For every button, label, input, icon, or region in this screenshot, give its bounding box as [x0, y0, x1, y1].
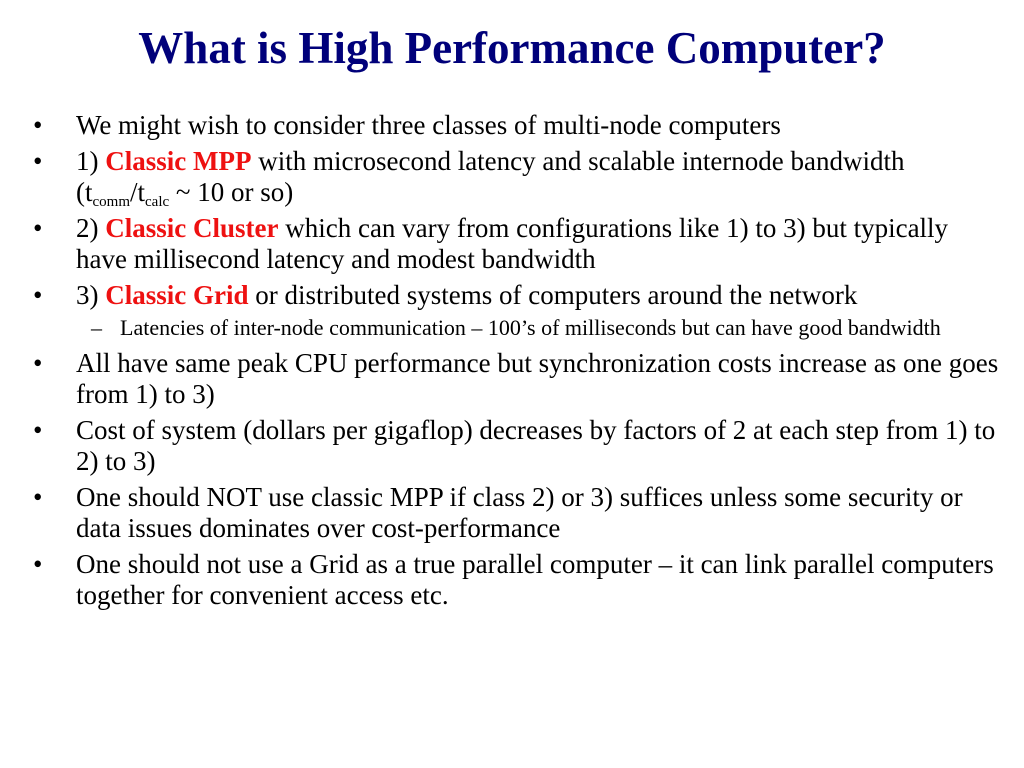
bullet-prefix: 2)	[76, 213, 106, 243]
bullet-item	[0, 549, 1024, 611]
bullet-prefix: 1)	[76, 146, 106, 176]
bullet-text: One should NOT use classic MPP if class 2) or 3) suffices unless some security or data issues dominates over cost-performance	[76, 482, 963, 543]
bullet-dot-icon: •	[33, 482, 43, 512]
bullet-list	[0, 110, 1024, 616]
subscript-calc: calc	[145, 194, 170, 210]
bullet-item	[0, 146, 1024, 208]
sub-bullet-item	[0, 315, 1024, 341]
bullet-text: which can vary from configurations like 1) to 3) but typically have millisecond latency and modest bandwidth	[76, 213, 949, 274]
bullet-highlight: Classic Grid	[105, 280, 249, 310]
bullet-text: All have same peak CPU performance but synchronization costs increase as one goes from 1) to 3)	[76, 348, 999, 409]
bullet-dot-icon: •	[33, 146, 43, 176]
bullet-text: Cost of system (dollars per gigaflop) decreases by factors of 2 at each step from 1) to 2) to 3)	[76, 415, 996, 476]
bullet-dot-icon: •	[33, 280, 43, 310]
bullet-item	[0, 213, 1024, 275]
slide-title: What is High Performance Computer?	[138, 23, 886, 73]
bullet-highlight: Classic Cluster	[105, 213, 279, 243]
bullet-dot-icon: •	[33, 110, 43, 140]
bullet-text-mid: /t	[130, 177, 146, 207]
bullet-item	[0, 348, 1024, 410]
bullet-text: We might wish to consider three classes of multi-node computers	[76, 110, 781, 140]
bullet-text: with microsecond latency and scalable internode bandwidth (t	[76, 146, 905, 207]
sub-bullet-text: Latencies of inter-node communication – 100’s of milliseconds but can have good bandwidth	[120, 315, 941, 340]
bullet-dot-icon: •	[33, 549, 43, 579]
bullet-text-suffix: ~ 10 or so)	[169, 177, 294, 207]
bullet-text: One should not use a Grid as a true parallel computer – it can link parallel computers together for convenient access etc.	[76, 549, 994, 610]
bullet-item	[0, 110, 1024, 141]
bullet-item	[0, 415, 1024, 477]
dash-icon: –	[91, 315, 102, 340]
subscript-comm: comm	[92, 194, 130, 210]
bullet-item	[0, 280, 1024, 311]
bullet-dot-icon: •	[33, 415, 43, 445]
bullet-prefix: 3)	[76, 280, 106, 310]
bullet-item	[0, 482, 1024, 544]
bullet-highlight: Classic MPP	[105, 146, 252, 176]
bullet-dot-icon: •	[33, 213, 43, 243]
bullet-dot-icon: •	[33, 348, 43, 378]
bullet-text: or distributed systems of computers around the network	[248, 280, 858, 310]
